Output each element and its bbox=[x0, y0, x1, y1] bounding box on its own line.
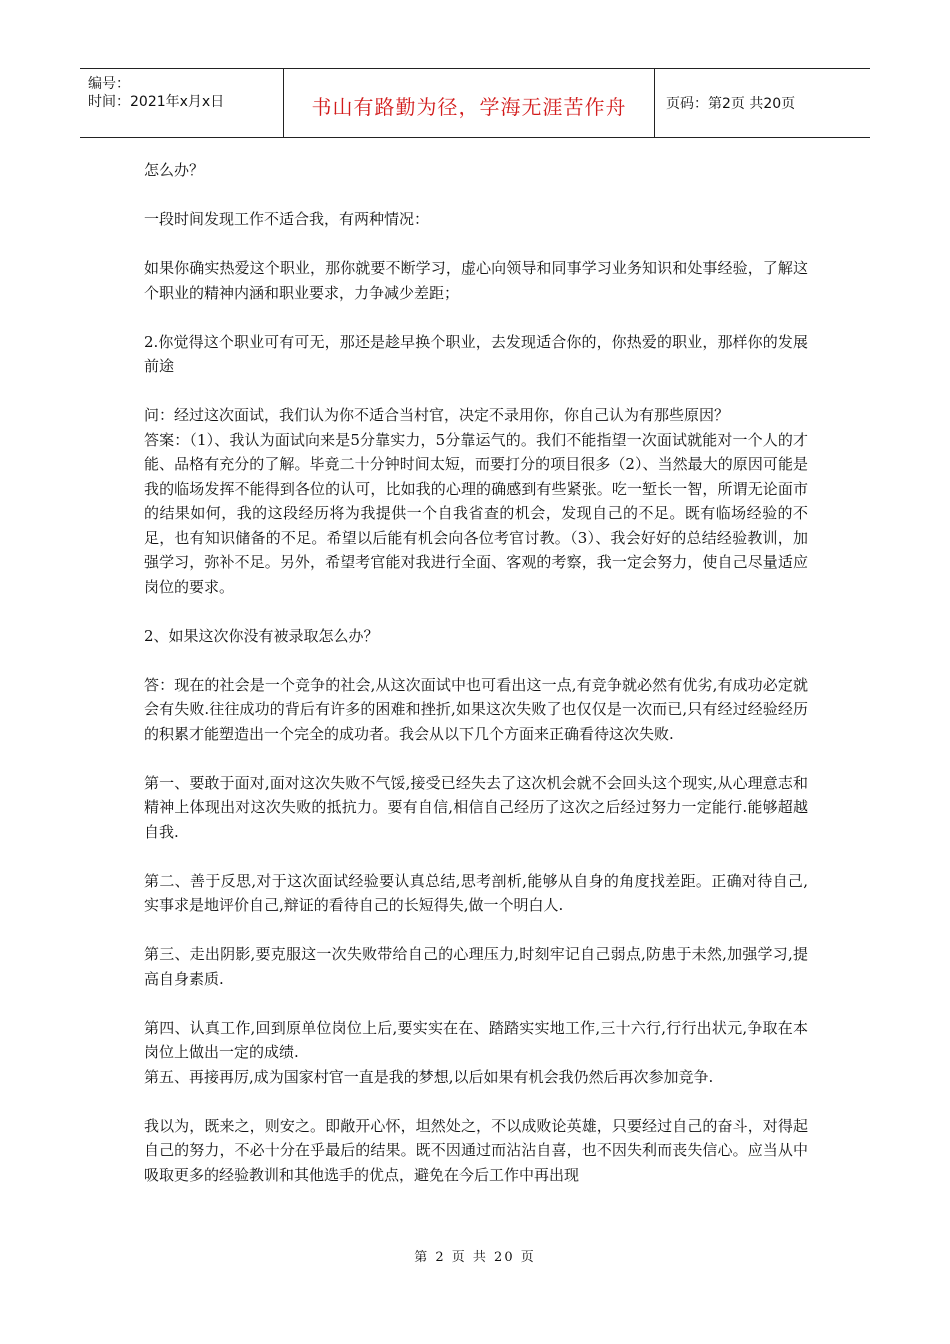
document-number-label: 编号： bbox=[88, 76, 130, 92]
header-page-info: 页码：第2页 共20页 bbox=[666, 96, 796, 112]
paragraph: 一段时间发现工作不适合我，有两种情况： bbox=[144, 210, 430, 228]
page-header bbox=[80, 68, 870, 138]
paragraph: 我以为，既来之，则安之。即敞开心怀，坦然处之，不以成败论英雄，只要经过自己的奋斗，对得起自己的努力，不必十分在乎最后的结果。既不因通过而沾沾自喜，也不因失利而丧失信心。应当从中吸取更多的经验教训和其他选手的优点，避免在今后工作中再出现 bbox=[144, 1116, 808, 1184]
question-paragraph: 2、如果这次你没有被录取怎么办？ bbox=[144, 626, 379, 645]
header-motto-cell bbox=[284, 69, 655, 137]
paragraph: 第四、认真工作,回到原单位岗位上后,要实实在在、踏踏实实地工作,三十六行,行行出状元,争取在本岗位上做出一定的成绩. bbox=[144, 1018, 808, 1061]
paragraph: 第三、走出阴影,要克服这一次失败带给自己的心理压力,时刻牢记自己弱点,防患于未然,加强学习,提高自身素质. bbox=[144, 945, 808, 988]
page-footer: 第 2 页 共 20 页 bbox=[414, 1250, 536, 1265]
paragraph: 第五、再接再厉,成为国家村官一直是我的梦想,以后如果有机会我仍然后再次参加竞争. bbox=[144, 1067, 714, 1086]
paragraph: 怎么办？ bbox=[144, 161, 205, 179]
paragraph: 第二、善于反思,对于这次面试经验要认真总结,思考剖析,能够从自身的角度找差距。正确对待自己,实事求是地评价自己,辩证的看待自己的长短得失,做一个明白人. bbox=[144, 871, 808, 914]
answer-paragraph: 答案：（1）、我认为面试向来是5分靠实力，5分靠运气的。我们不能指望一次面试就能对一个人的才能、品格有充分的了解。毕竟二十分钟时间太短，而要打分的项目很多（2）、当然最大的原因可能是我的临场发挥不能得到各位的认可，比如我的心理的确感到有些紧张。吃一堑长一智，所谓无论面市的结果如何，我的这段经历将为我提供一个自我省查的机会，发现自己的不足。既有临场经验的不足，也有知识储备的不足。希望以后能有机会向各位考官讨教。（3）、我会好好的总结经验教训，加强学习，弥补不足。另外，希望考官能对我进行全面、客观的考察，我一定会努力，使自己尽量适应岗位的要求。 bbox=[144, 430, 808, 596]
paragraph: 第一、要敢于面对,面对这次失败不气馁,接受已经失去了这次机会就不会回头这个现实,从心理意志和精神上体现出对这次失败的抵抗力。要有自信,相信自己经历了这次之后经过努力一定能行.能够超越自我. bbox=[144, 773, 808, 841]
paragraph: 如果你确实热爱这个职业，那你就要不断学习，虚心向领导和同事学习业务知识和处事经验，了解这个职业的精神内涵和职业要求，力争减少差距； bbox=[144, 259, 808, 302]
paragraph: 2.你觉得这个职业可有可无，那还是趁早换个职业，去发现适合你的，你热爱的职业，那样你的发展前途 bbox=[144, 332, 808, 375]
header-motto: 书山有路勤为径，学海无涯苦作舟 bbox=[311, 95, 627, 119]
question-paragraph: 问：经过这次面试，我们认为你不适合当村官，决定不录用你，你自己认为有那些原因？ bbox=[144, 406, 730, 424]
document-date-label: 时间：2021年x月x日 bbox=[88, 94, 225, 110]
header-meta-cell bbox=[80, 69, 284, 137]
document-body bbox=[144, 158, 808, 1187]
answer-paragraph: 答：现在的社会是一个竞争的社会,从这次面试中也可看出这一点,有竞争就必然有优劣,有成功必定就会有失败.往往成功的背后有许多的困难和挫折,如果这次失败了也仅仅是一次而已,只有经过经验经历的积累才能塑造出一个完全的成功者。我会从以下几个方面来正确看待这次失败. bbox=[144, 675, 808, 743]
